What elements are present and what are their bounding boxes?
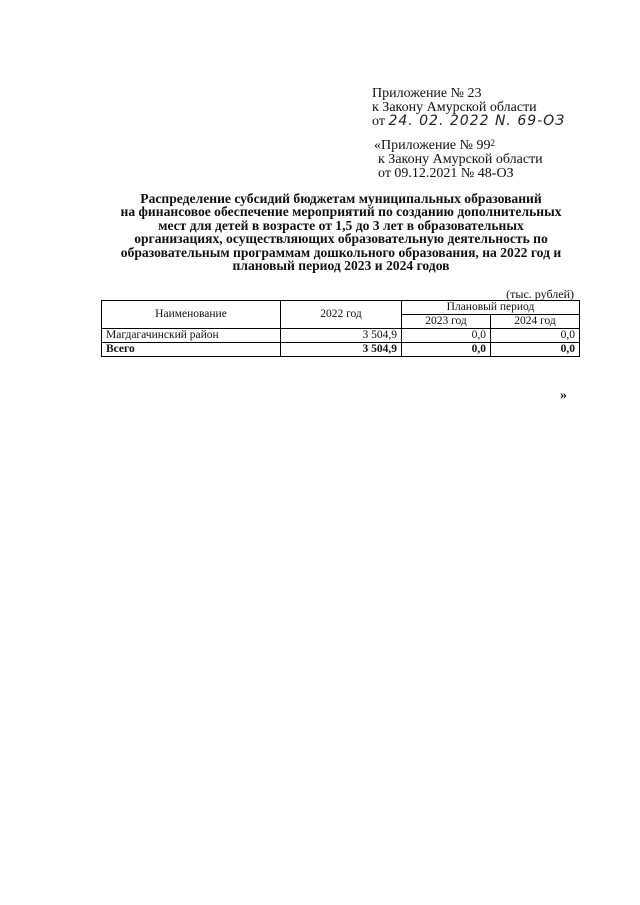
closing-quote: »	[560, 388, 567, 403]
appendix-date-line	[372, 114, 565, 129]
subsidy-table	[101, 300, 580, 357]
title-line: организациях, осуществляющих образовательную деятельность по	[134, 231, 548, 247]
document-title	[100, 192, 582, 272]
total-2024: 0,0	[491, 343, 580, 357]
total-2022: 3 504,9	[281, 343, 402, 357]
title-line: мест для детей в возрасте от 1,5 до 3 лет в образовательных	[158, 217, 524, 233]
table-header-row	[102, 301, 580, 315]
table-row	[102, 329, 580, 343]
row-2022: 3 504,9	[281, 329, 402, 343]
handwritten-date-signature: 24. 02. 2022 N. 69-ОЗ	[388, 113, 566, 129]
units-note: (тыс. рублей)	[506, 287, 574, 301]
header-name: Наименование	[102, 301, 281, 329]
quoted-appendix-law: к Закону Амурской области	[378, 152, 543, 167]
quoted-appendix-number	[374, 138, 495, 153]
title-line: образовательным программам дошкольного образования, на 2022 год и	[120, 244, 562, 260]
quoted-appendix-superscript: 2	[490, 138, 495, 148]
row-2023: 0,0	[402, 329, 491, 343]
title-line: плановый период 2023 и 2024 годов	[232, 258, 450, 274]
header-planned-period: Плановый период	[402, 301, 580, 315]
total-name: Всего	[102, 343, 281, 357]
total-2023: 0,0	[402, 343, 491, 357]
row-name: Магдагачинский район	[102, 329, 281, 343]
header-2023: 2023 год	[402, 315, 491, 329]
appendix-date-prefix: от	[372, 114, 385, 129]
appendix-number: Приложение № 23	[372, 86, 482, 101]
quoted-appendix-date: от 09.12.2021 № 48-ОЗ	[378, 166, 514, 181]
title-line: на финансовое обеспечение мероприятий по созданию дополнительных	[120, 204, 562, 220]
title-line: Распределение субсидий бюджетам муниципальных образований	[140, 191, 542, 206]
table-total-row	[102, 343, 580, 357]
quoted-appendix-text: «Приложение № 99	[374, 138, 491, 153]
header-2024: 2024 год	[491, 315, 580, 329]
header-2022: 2022 год	[281, 301, 402, 329]
row-2024: 0,0	[491, 329, 580, 343]
appendix-law: к Закону Амурской области	[372, 100, 537, 115]
